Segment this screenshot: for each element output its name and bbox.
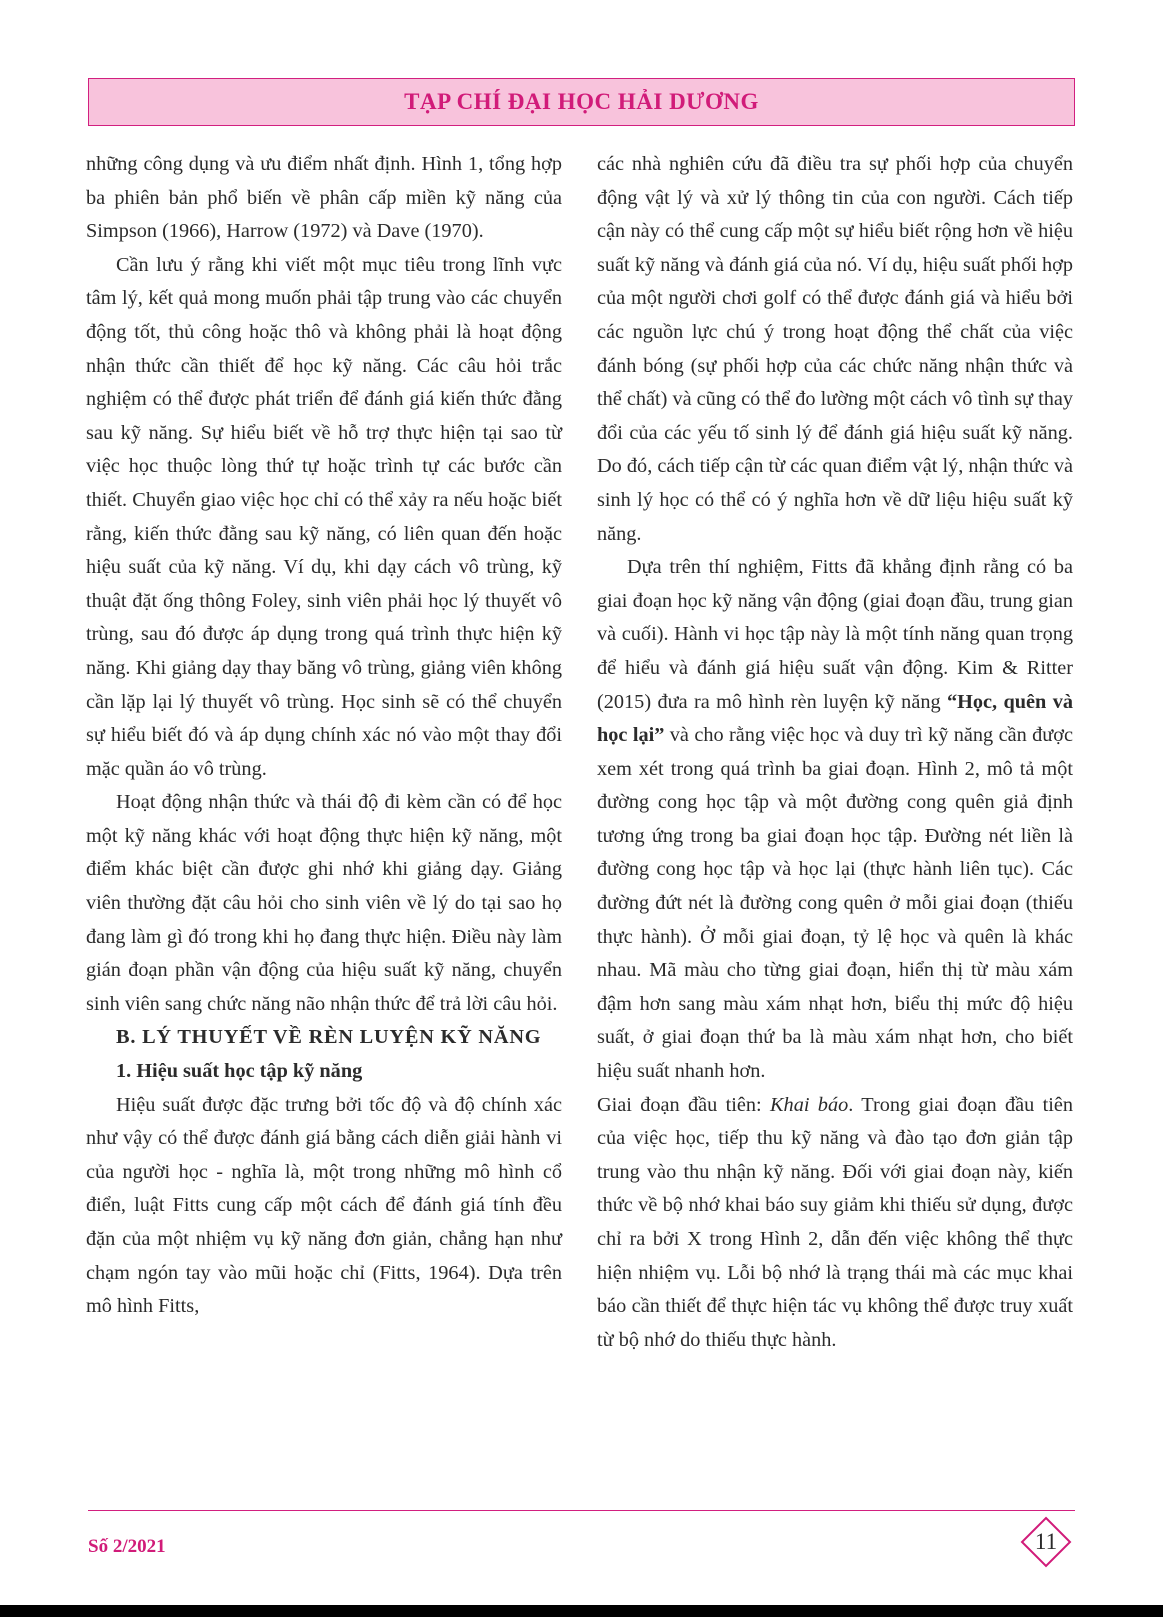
stage-name: Khai báo: [770, 1093, 849, 1116]
paragraph-text: . Trong giai đoạn đầu tiên của việc học, tiếp thu kỹ năng và đào tạo đơn giản tập trung vào thu nhận kỹ năng. Đối với giai đoạn này, kiến thức về bộ nhớ khai báo suy giảm khi thiếu sử dụng, được chỉ ra bởi X trong Hình 2, dẫn đến việc không thể thực hiện nhiệm vụ. Lỗi bộ nhớ là trạng thái mà các mục khai báo cần thiết để thực hiện tác vụ không thể được truy xuất từ bộ nhớ do thiếu thực hành.: [597, 1093, 1074, 1351]
scan-edge: [0, 1605, 1163, 1617]
right-column: [597, 148, 1073, 1357]
paragraph: [597, 1089, 1073, 1358]
journal-title: TẠP CHÍ ĐẠI HỌC HẢI DƯƠNG: [404, 89, 759, 114]
paragraph: Cần lưu ý rằng khi viết một mục tiêu trong lĩnh vực tâm lý, kết quả mong muốn phải tập trung vào các chuyển động tốt, thủ công hoặc thô và không phải là hoạt động nhận thức cần thiết để học kỹ năng. Các câu hỏi trắc nghiệm có thể được phát triển để đánh giá kiến thức đằng sau kỹ năng. Sự hiểu biết về hỗ trợ thực hiện tại sao từ việc học thuộc lòng thứ tự hoặc trình tự các bước cần thiết. Chuyển giao việc học chỉ có thể xảy ra nếu hoặc biết rằng, kiến thức đằng sau kỹ năng, có liên quan đến hoặc hiệu suất của kỹ năng. Ví dụ, khi dạy cách vô trùng, kỹ thuật đặt ống thông Foley, sinh viên phải học lý thuyết vô trùng, sau đó được áp dụng trong quá trình thực hiện kỹ năng. Khi giảng dạy thay băng vô trùng, giảng viên không cần lặp lại lý thuyết vô trùng. Học sinh sẽ có thể chuyển sự hiểu biết đó và áp dụng chính xác nó vào một thay đổi mặc quần áo vô trùng.: [86, 253, 562, 780]
paragraph-text: Dựa trên thí nghiệm, Fitts đã khẳng định rằng có ba giai đoạn học kỹ năng vận động (giai đoạn đầu, trung gian và cuối). Hành vi học tập này là một tính năng quan trọng để hiểu và đánh giá hiệu suất vận động. Kim & Ritter (2015) đưa ra mô hình rèn luyện kỹ năng: [597, 556, 1073, 713]
left-column: [86, 148, 562, 1324]
page-number-badge: [1020, 1516, 1072, 1568]
paragraph: các nhà nghiên cứu đã điều tra sự phối hợp của chuyển động vật lý và xử lý thông tin của con người. Cách tiếp cận này có thể cung cấp một sự hiểu biết rộng hơn về hiệu suất kỹ năng và đánh giá của nó. Ví dụ, hiệu suất phối hợp của một người chơi golf có thể được đánh giá và hiểu bởi các nguồn lực chú ý trong hoạt động thể chất của việc đánh bóng (sự phối hợp của các chức năng nhận thức và thể chất) và cũng có thể đo lường một cách vô tình sự thay đổi của các yếu tố sinh lý để đánh giá hiệu suất kỹ năng. Do đó, cách tiếp cận từ các quan điểm vật lý, nhận thức và sinh lý học có thể có ý nghĩa hơn về dữ liệu hiệu suất kỹ năng.: [597, 153, 1073, 545]
page-number: 11: [1034, 1529, 1058, 1554]
paragraph: [597, 551, 1073, 1089]
section-heading: B. LÝ THUYẾT VỀ RÈN LUYỆN KỸ NĂNG: [116, 1026, 542, 1049]
subsection-heading: 1. Hiệu suất học tập kỹ năng: [116, 1060, 363, 1083]
journal-header: [88, 78, 1075, 126]
footer-divider: [88, 1510, 1075, 1511]
paragraph: Hiệu suất được đặc trưng bởi tốc độ và độ chính xác như vậy có thể được đánh giá bằng cách diễn giải hành vi của người học - nghĩa là, một trong những mô hình cổ điển, luật Fitts cung cấp một cách để đánh giá tính đều đặn của một nhiệm vụ kỹ năng đơn giản, chẳng hạn như chạm ngón tay vào mũi hoặc chỉ (Fitts, 1964). Dựa trên mô hình Fitts,: [86, 1093, 562, 1318]
issue-number: Số 2/2021: [88, 1536, 166, 1557]
paragraph: Hoạt động nhận thức và thái độ đi kèm cần có để học một kỹ năng khác với hoạt động thực hiện kỹ năng, một điểm khác biệt cần được ghi nhớ khi giảng dạy. Giảng viên thường đặt câu hỏi cho sinh viên về lý do tại sao họ đang làm gì đó trong khi họ đang thực hiện. Điều này làm gián đoạn phần vận động của hiệu suất kỹ năng, chuyển sinh viên sang chức năng não nhận thức để trả lời câu hỏi.: [86, 791, 562, 1015]
paragraph-text: Giai đoạn đầu tiên:: [597, 1093, 771, 1116]
paragraph-text: và cho rằng việc học và duy trì kỹ năng cần được xem xét trong quá trình ba giai đoạn. Hình 2, mô tả một đường cong học tập và một đường cong quên giả định tương ứng trong ba giai đoạn học tập. Đường nét liền là đường cong học tập và học lại (thực hành liên tục). Các đường đứt nét là đường cong quên ở mỗi giai đoạn (thiếu thực hành). Ở mỗi giai đoạn, tỷ lệ học và quên là khác nhau. Mã màu cho từng giai đoạn, hiển thị từ màu xám đậm hơn sang màu xám nhạt hơn, biểu thị mức độ hiệu suất, ở giai đoạn thứ ba là màu xám nhạt hơn, cho biết hiệu suất nhanh hơn.: [597, 724, 1073, 1083]
model-name: “Học, quên và học lại”: [597, 690, 1073, 747]
paragraph: những công dụng và ưu điểm nhất định. Hình 1, tổng hợp ba phiên bản phổ biến về phân cấp miền kỹ năng của Simpson (1966), Harrow (1972) và Dave (1970).: [86, 153, 562, 243]
